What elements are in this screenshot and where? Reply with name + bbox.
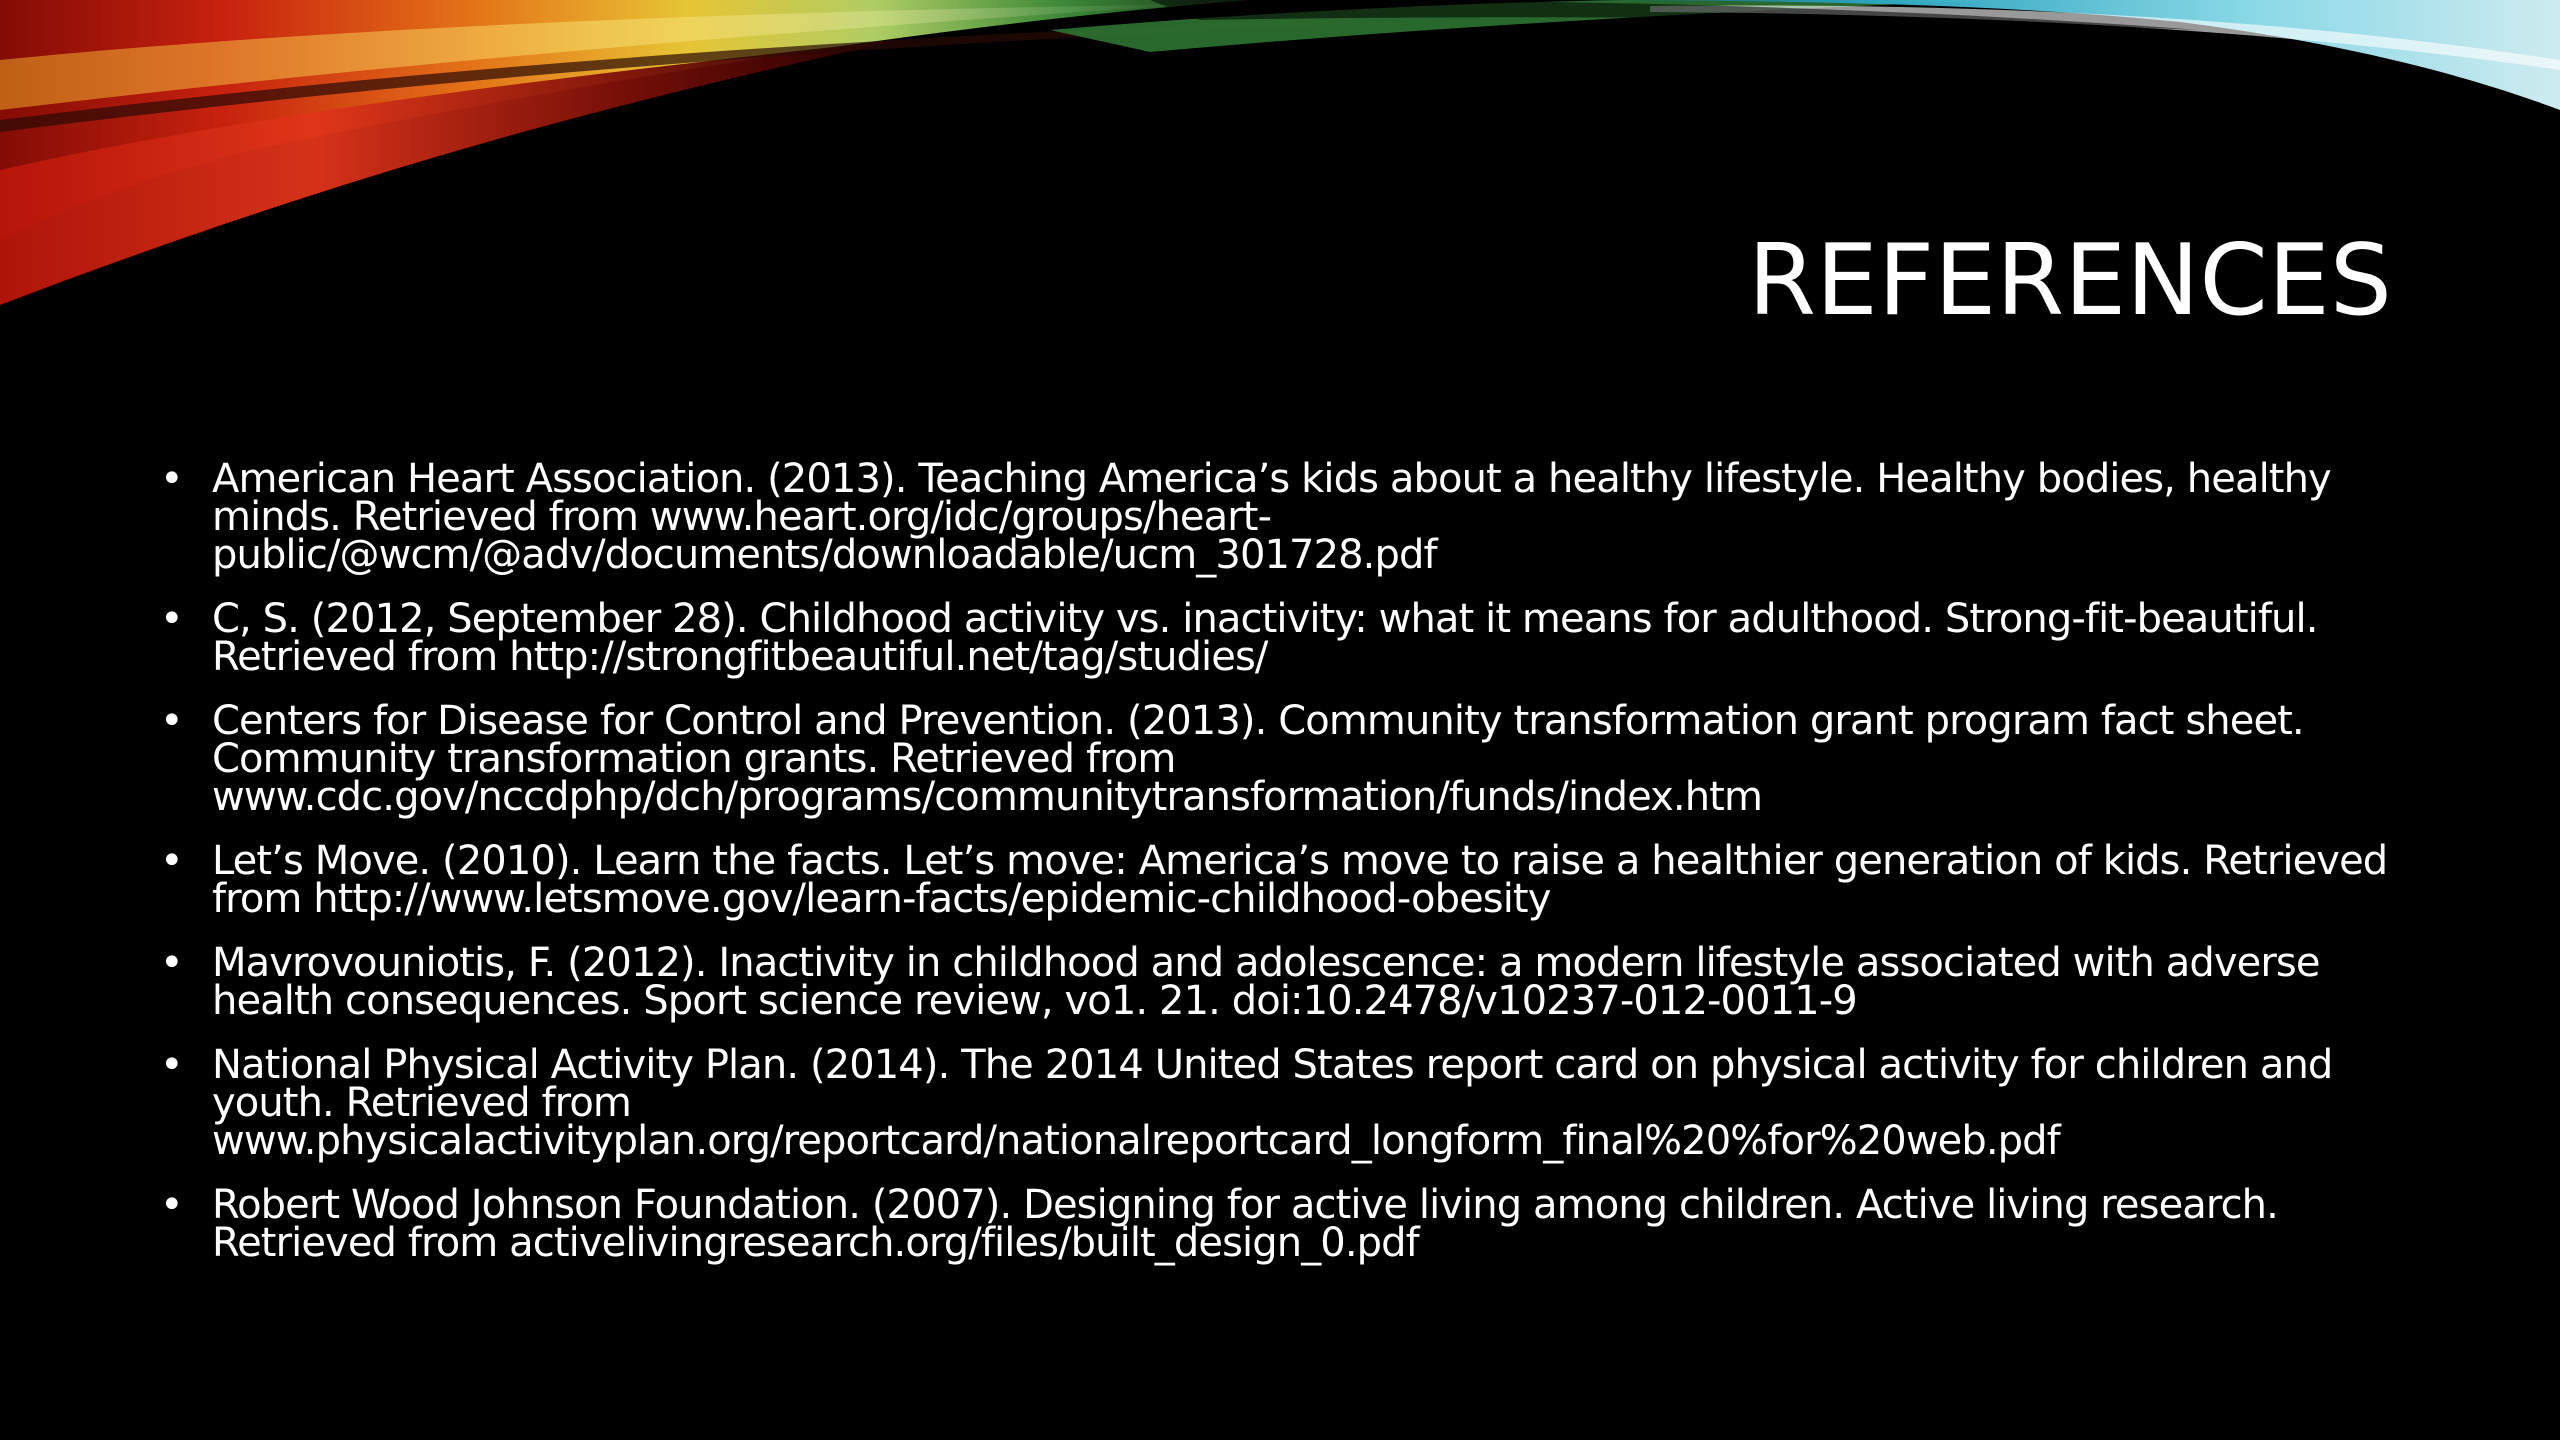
reference-item xyxy=(160,698,2400,820)
reference-item xyxy=(160,456,2400,578)
reference-item xyxy=(160,838,2400,922)
reference-text: American Heart Association. (2013). Teaching America’s kids about a healthy lifestyle. Healthy bodies, healthy minds. Retrieved from www.heart.org/idc/groups/heart-public/@wcm/@adv/documents/downloadable/ucm_301728.pdf xyxy=(212,456,2331,578)
bullet-icon: • xyxy=(160,596,183,642)
reference-text: Robert Wood Johnson Foundation. (2007). Designing for active living among children. Active living research. Retrieved from activelivingresearch.org/files/built_design_0.pdf xyxy=(212,1182,2278,1266)
reference-text: National Physical Activity Plan. (2014). The 2014 United States report card on physical activity for children and youth. Retrieved from www.physicalactivityplan.org/reportcard/nationalreportcard_longform_final%20%for%20web.pdf xyxy=(212,1042,2333,1164)
reference-text: Let’s Move. (2010). Learn the facts. Let’s move: America’s move to raise a healthier generation of kids. Retrieved from http://www.letsmove.gov/learn-facts/epidemic-childhood-obesity xyxy=(212,838,2388,922)
reference-list xyxy=(160,456,2400,1288)
bullet-icon: • xyxy=(160,838,183,884)
reference-text: Mavrovouniotis, F. (2012). Inactivity in childhood and adolescence: a modern lifestyle associated with adverse health consequences. Sport science review, vo1. 21. doi:10.2478/v10237-012-0011-9 xyxy=(212,940,2320,1024)
reference-item xyxy=(160,1042,2400,1164)
bullet-icon: • xyxy=(160,1042,183,1088)
reference-text: C, S. (2012, September 28). Childhood activity vs. inactivity: what it means for adulthood. Strong-fit-beautiful. Retrieved from http://strongfitbeautiful.net/tag/studies/ xyxy=(212,596,2318,680)
slide-title: REFERENCES xyxy=(1747,224,2392,338)
bullet-icon: • xyxy=(160,1182,183,1228)
reference-text: Centers for Disease for Control and Prevention. (2013). Community transformation grant program fact sheet. Community transformation grants. Retrieved from www.cdc.gov/nccdphp/dch/programs/communitytransformation/funds/index.htm xyxy=(212,698,2304,820)
bullet-icon: • xyxy=(160,698,183,744)
reference-item xyxy=(160,596,2400,680)
reference-item xyxy=(160,1182,2400,1266)
reference-item xyxy=(160,940,2400,1024)
bullet-icon: • xyxy=(160,456,183,502)
bullet-icon: • xyxy=(160,940,183,986)
